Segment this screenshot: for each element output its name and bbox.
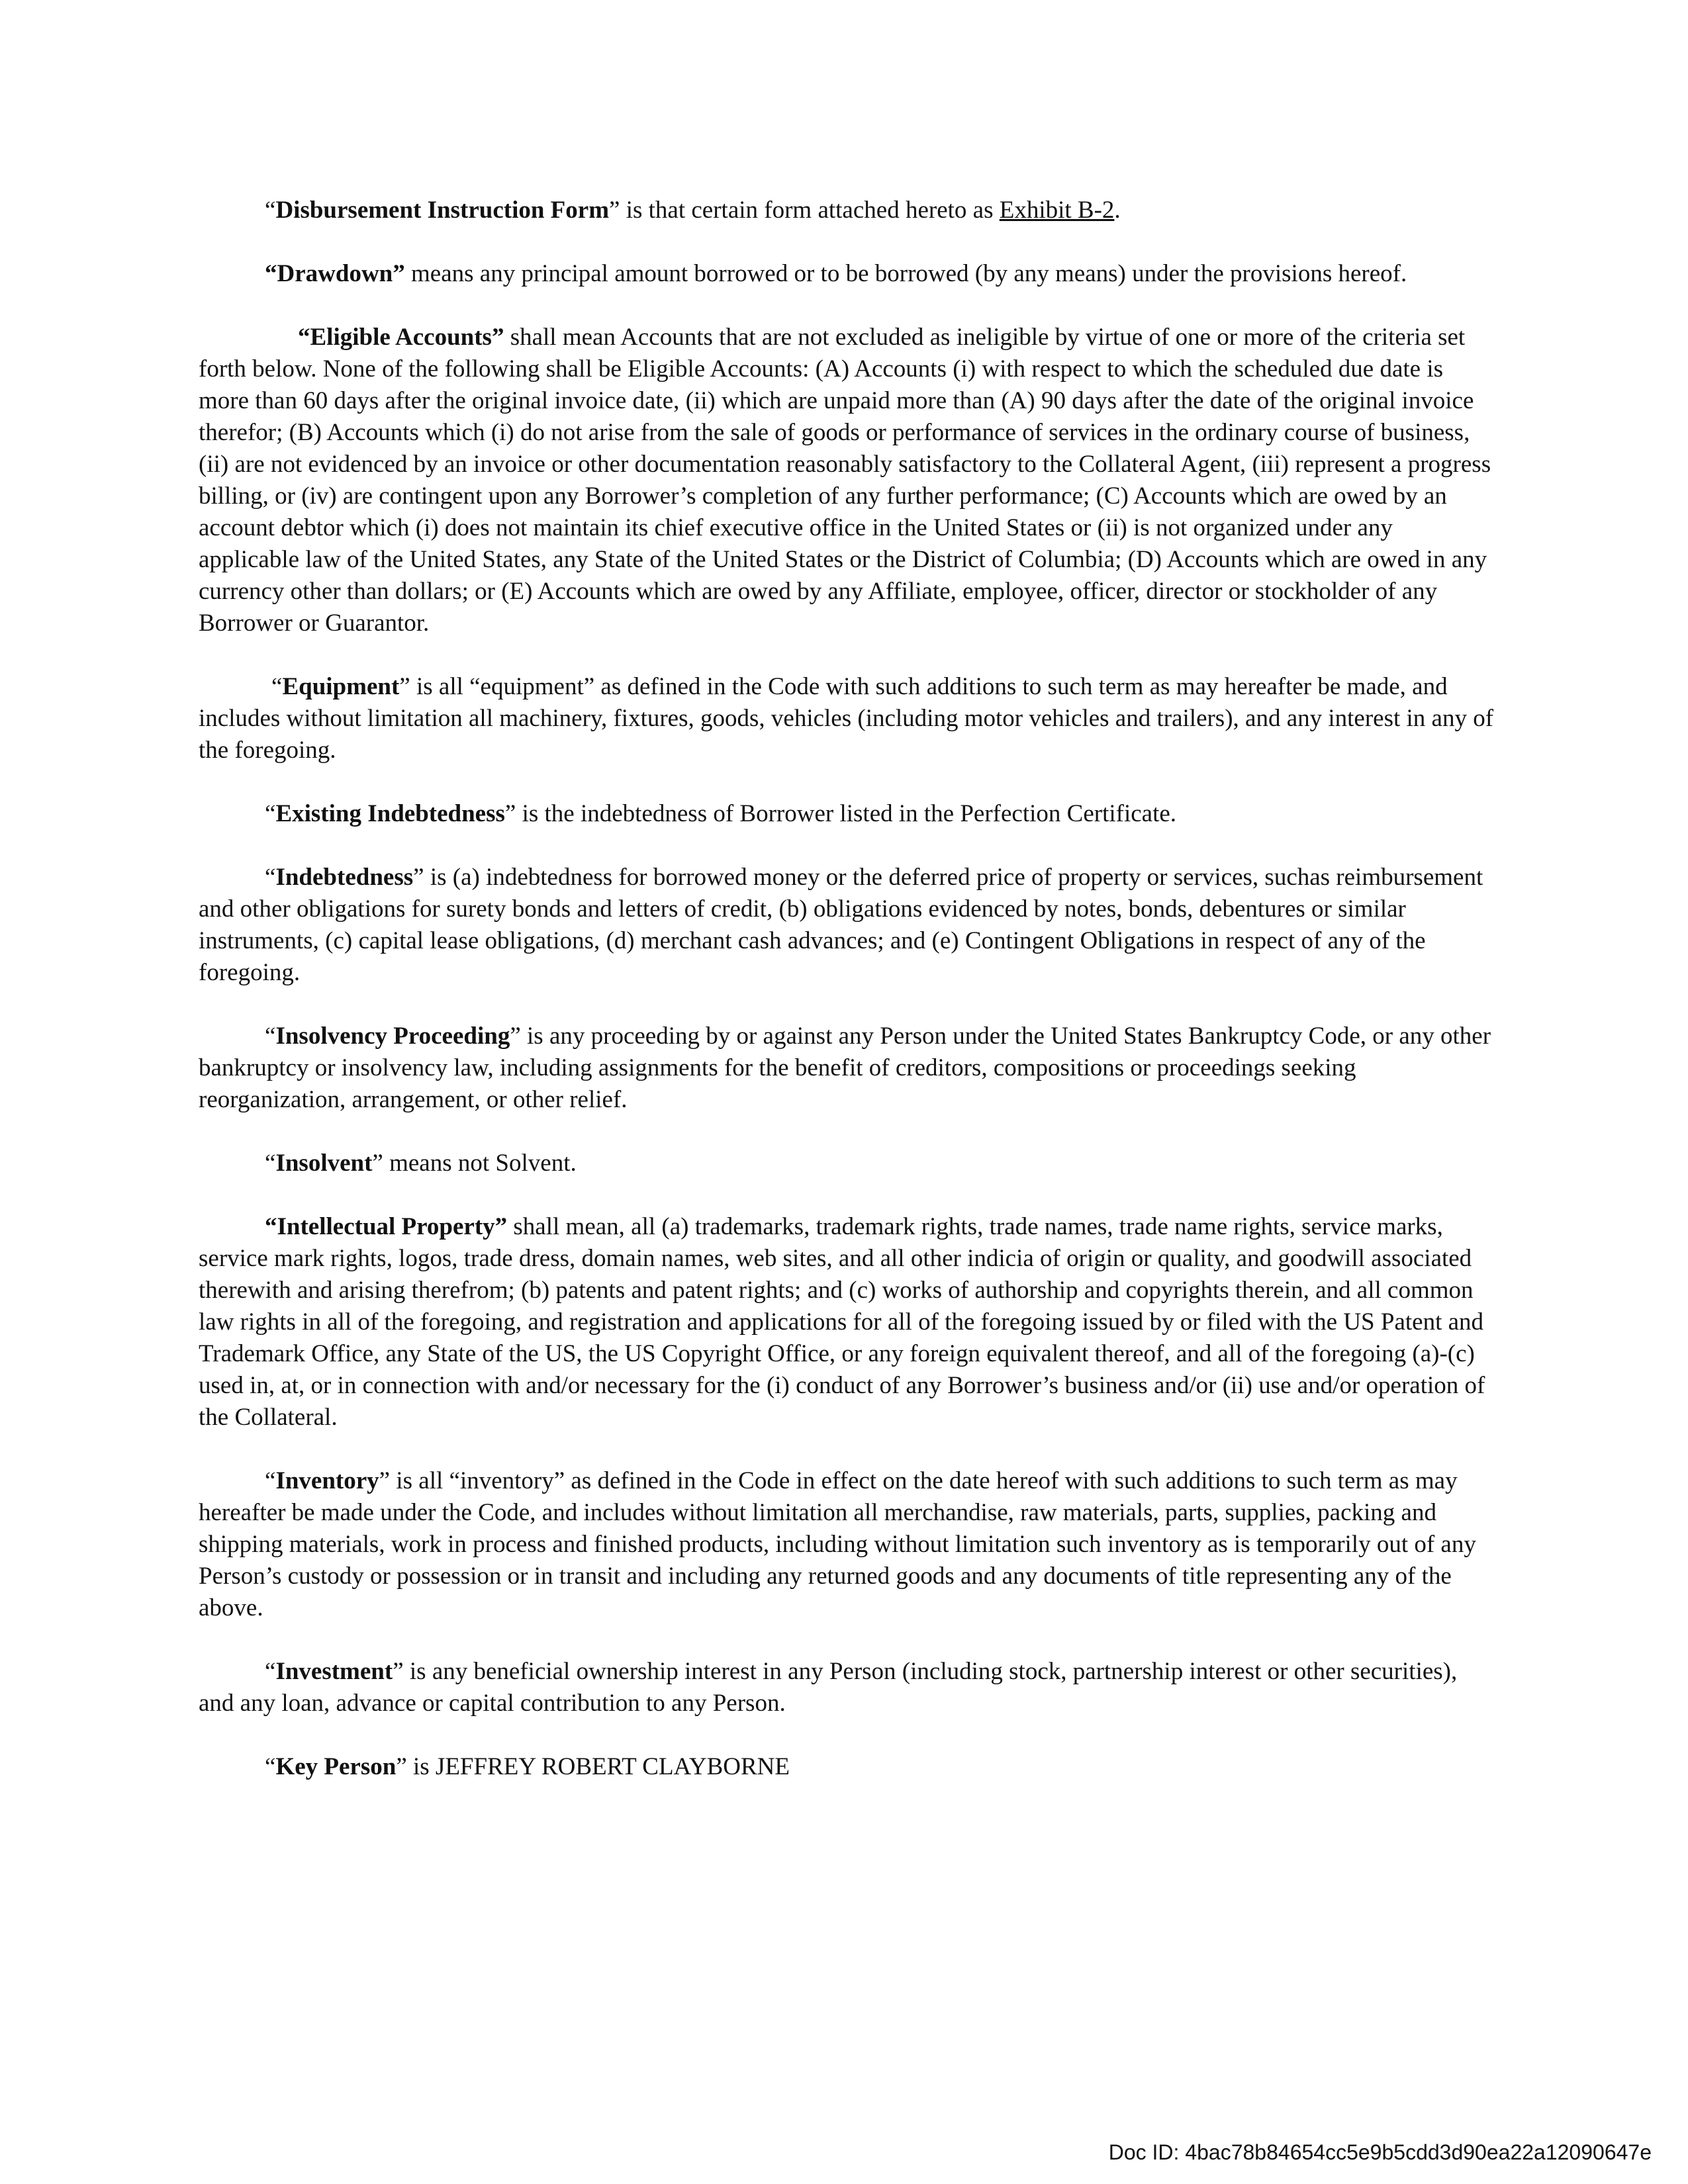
defined-term: Insolvency Proceeding <box>275 1023 510 1050</box>
definition-text: is the indebtedness of Borrower listed in the Perfection Certificate. <box>516 800 1177 827</box>
close-quote: ” <box>494 1213 508 1240</box>
definition-investment <box>199 1656 1496 1719</box>
open-quote: “ <box>265 1658 276 1685</box>
definition-text: is all “equipment” as defined in the Code with such additions to such term as may hereafter be made, and includes without limitation all machinery, fixtures, goods, vehicles (including motor vehicles and trailers), and any interest in any of the foregoing. <box>199 673 1494 764</box>
open-quote: “ <box>298 324 310 351</box>
defined-term: Eligible Accounts <box>310 324 492 351</box>
definition-indebtedness <box>199 862 1496 989</box>
definition-text: shall mean, all (a) trademarks, trademark rights, trade names, trade name rights, service marks, service mark rights, logos, trade dress, domain names, web sites, and all other indicia of origin or quality, and goodwill associated therewith and arising therefrom; (b) patents and patent rights; and (c) works of authorship and copyrights therein, and all common law rights in all of the foregoing, and registration and applications for all of the foregoing issued by or filed with the US Patent and Trademark Office, any State of the US, the US Copyright Office, or any foreign equivalent thereof, and all of the foregoing (a)-(c) used in, at, or in connection with and/or necessary for the (i) conduct of any Borrower’s business and/or (ii) use and/or operation of the Collateral. <box>199 1213 1485 1431</box>
close-quote: ” <box>413 864 424 891</box>
close-quote: ” <box>510 1023 521 1050</box>
close-quote: ” <box>504 800 516 827</box>
definition-text: means not Solvent. <box>383 1150 577 1177</box>
open-quote: “ <box>265 197 276 224</box>
definition-text: shall mean Accounts that are not excluded as ineligible by virtue of one or more of the criteria set forth below. None of the following shall be Eligible Accounts: (A) Accounts (i) with respect to which the scheduled due date is more than 60 days after the original invoice date, (ii) which are unpaid more than (A) 90 days after the date of the original invoice therefor; (B) Accounts which (i) do not arise from the sale of goods or performance of services in the ordinary course of business, (ii) are not evidenced by an invoice or other documentation reasonably satisfactory to the Collateral Agent, (iii) represent a progress billing, or (iv) are contingent upon any Borrower’s completion of any further performance; (C) Accounts which are owed by an account debtor which (i) does not maintain its chief executive office in the United States or (ii) is not organized under any applicable law of the United States, any State of the United States or the District of Columbia; (D) Accounts which are owed in any currency other than dollars; or (E) Accounts which are owed by any Affiliate, employee, officer, director or stockholder of any Borrower or Guarantor. <box>199 324 1491 637</box>
defined-term: Investment <box>275 1658 393 1685</box>
close-quote: ” <box>393 1658 404 1685</box>
definition-text: means any principal amount borrowed or to be borrowed (by any means) under the provisions hereof. <box>404 260 1407 287</box>
definition-inventory <box>199 1465 1496 1624</box>
close-quote: ” <box>372 1150 383 1177</box>
definition-text: is any beneficial ownership interest in any Person (including stock, partnership interest or other securities), and any loan, advance or capital contribution to any Person. <box>199 1658 1458 1717</box>
definition-text: is JEFFREY ROBERT CLAYBORNE <box>406 1753 790 1780</box>
close-quote: ” <box>393 260 405 287</box>
close-quote: ” <box>491 324 504 351</box>
close-quote: ” <box>399 673 410 700</box>
defined-term: Inventory <box>275 1467 379 1494</box>
definition-tail: . <box>1114 197 1121 224</box>
open-quote: “ <box>265 1467 276 1494</box>
definition-equipment <box>199 671 1496 766</box>
defined-term: Key Person <box>275 1753 397 1780</box>
doc-id-footer: Doc ID: 4bac78b84654cc5e9b5cdd3d90ea22a12090647e <box>1108 2140 1652 2164</box>
defined-term: Insolvent <box>275 1150 373 1177</box>
definition-text: is any proceeding by or against any Person under the United States Bankruptcy Code, or any other bankruptcy or insolvency law, including assignments for the benefit of creditors, compositions or proceedings seeking reorganization, arrangement, or other relief. <box>199 1023 1491 1113</box>
open-quote: “ <box>265 800 276 827</box>
definition-text: is that certain form attached hereto as <box>620 197 1000 224</box>
definition-eligible-accounts <box>199 322 1496 639</box>
open-quote: “ <box>265 1150 276 1177</box>
open-quote: “ <box>271 673 283 700</box>
definition-insolvency-proceeding <box>199 1021 1496 1116</box>
open-quote: “ <box>265 260 277 287</box>
definition-disbursement-instruction-form <box>199 195 1496 226</box>
definition-existing-indebtedness <box>199 798 1496 830</box>
open-quote: “ <box>265 864 276 891</box>
definition-intellectual-property <box>199 1211 1496 1433</box>
definition-text: is (a) indebtedness for borrowed money or the deferred price of property or services, suchas reimbursement and other obligations for surety bonds and letters of credit, (b) obligations evidenced by notes, bonds, debentures or similar instruments, (c) capital lease obligations, (d) merchant cash advances; and (e) Contingent Obligations in respect of any of the foregoing. <box>199 864 1483 986</box>
open-quote: “ <box>265 1213 277 1240</box>
defined-term: Intellectual Property <box>277 1213 495 1240</box>
close-quote: ” <box>609 197 620 224</box>
definition-drawdown <box>199 258 1496 290</box>
defined-term: Disbursement Instruction Form <box>275 197 610 224</box>
defined-term: Indebtedness <box>275 864 414 891</box>
definition-text: is all “inventory” as defined in the Code in effect on the date hereof with such additions to such term as may hereafter be made under the Code, and includes without limitation all merchandise, raw materials, parts, supplies, packing and shipping materials, work in process and finished products, including without limitation such inventory as is temporarily out of any Person’s custody or possession or in transit and including any returned goods and any documents of title representing any of the above. <box>199 1467 1476 1621</box>
open-quote: “ <box>265 1753 276 1780</box>
defined-term: Equipment <box>282 673 400 700</box>
definition-insolvent <box>199 1148 1496 1179</box>
definitions-section <box>199 195 1496 1815</box>
exhibit-reference: Exhibit B-2 <box>999 197 1115 224</box>
open-quote: “ <box>265 1023 276 1050</box>
defined-term: Existing Indebtedness <box>275 800 505 827</box>
definition-key-person <box>199 1751 1496 1783</box>
close-quote: ” <box>396 1753 407 1780</box>
close-quote: ” <box>379 1467 391 1494</box>
defined-term: Drawdown <box>277 260 393 287</box>
